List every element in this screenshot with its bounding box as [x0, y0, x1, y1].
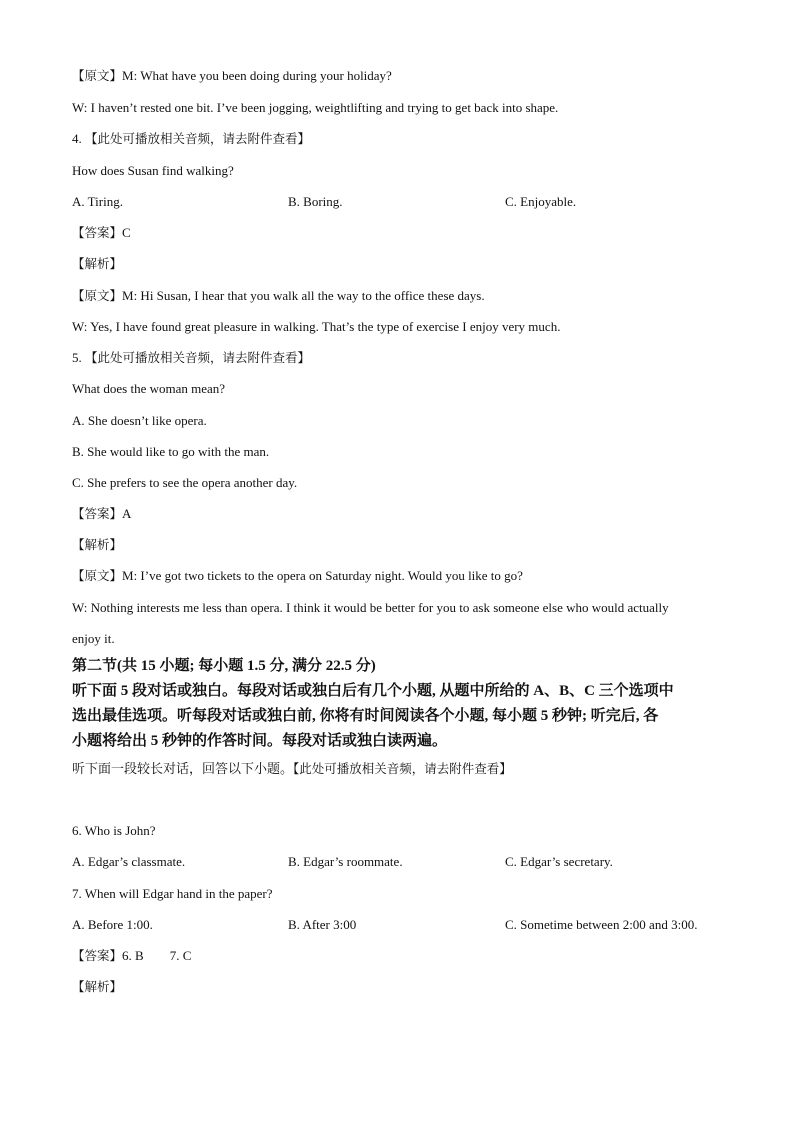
answer-6: 6. B: [122, 948, 144, 963]
yuanwen-tag: 【原文】: [72, 68, 123, 83]
q4-option-b: B. Boring.: [288, 194, 343, 209]
q7-option-a: A. Before 1:00.: [72, 917, 153, 932]
answer-7: 7. C: [169, 948, 192, 963]
transcript-text: M: I’ve got two tickets to the opera on Saturday night. Would you like to go?: [122, 568, 523, 583]
q6-option-c: C. Edgar’s secretary.: [505, 854, 613, 869]
daan-tag: 【答案】: [72, 225, 123, 240]
transcript-text: M: Hi Susan, I hear that you walk all the way to the office these days.: [122, 288, 485, 303]
q5-jiexi: [72, 537, 122, 553]
yuanwen-tag: 【原文】: [72, 568, 123, 583]
q6-q7-jiexi: [72, 979, 122, 995]
section-2-instructions-3: 小题将给出 5 秒钟的作答时间。每段对话或独白读两遍。: [72, 733, 448, 749]
audio-tag: 【此处可播放相关音频，请去附件查看】: [293, 761, 512, 776]
q5-transcript-w-2: enjoy it.: [72, 631, 115, 646]
question-7-text: 7. When will Edgar hand in the paper?: [72, 886, 273, 901]
q6-option-a: A. Edgar’s classmate.: [72, 854, 186, 869]
daan-tag: 【答案】: [72, 948, 123, 963]
intro-text: 听下面一段较长对话，回答以下小题。: [72, 761, 294, 776]
jiexi-tag: 【解析】: [72, 256, 123, 271]
q4-transcript-w: W: Yes, I have found great pleasure in walking. That’s the type of exercise I enjoy very much.: [72, 319, 561, 334]
q5-option-a: A. She doesn’t like opera.: [72, 413, 207, 428]
question-number: 5.: [72, 350, 85, 365]
q4-transcript-m: [72, 288, 485, 304]
yuanwen-tag: 【原文】: [72, 288, 123, 303]
q5-transcript-m: [72, 568, 523, 584]
q4-option-c: C. Enjoyable.: [505, 194, 577, 209]
section-2-heading: 第二节(共 15 小题; 每小题 1.5 分, 满分 22.5 分): [72, 658, 376, 674]
q5-option-b: B. She would like to go with the man.: [72, 444, 270, 459]
answer-value: C: [122, 225, 131, 240]
jiexi-tag: 【解析】: [72, 537, 123, 552]
q6-q7-answers: [72, 948, 191, 964]
question-4-text: How does Susan find walking?: [72, 163, 234, 178]
daan-tag: 【答案】: [72, 506, 123, 521]
question-number-5: [72, 350, 310, 366]
question-6-text: 6. Who is John?: [72, 823, 156, 838]
q6-option-b: B. Edgar’s roommate.: [288, 854, 403, 869]
q4-jiexi: [72, 256, 122, 272]
q4-answer: [72, 225, 131, 241]
transcript-w-line: W: I haven’t rested one bit. I’ve been jogging, weightlifting and trying to get back into shape.: [72, 100, 559, 115]
answer-value: A: [122, 506, 132, 521]
audio-tag: 【此处可播放相关音频，请去附件查看】: [85, 350, 311, 365]
section-2-instructions-1: 听下面 5 段对话或独白。每段对话或独白后有几个小题, 从题中所给的 A、B、C 三个选项中: [72, 683, 674, 699]
audio-tag: 【此处可播放相关音频，请去附件查看】: [85, 131, 311, 146]
q7-option-b: B. After 3:00: [288, 917, 357, 932]
section-2-instructions-2: 选出最佳选项。听每段对话或独白前, 你将有时间阅读各个小题, 每小题 5 秒钟; 听完后, 各: [72, 708, 659, 724]
q5-answer: [72, 506, 131, 522]
q5-option-c: C. She prefers to see the opera another day.: [72, 475, 298, 490]
q4-option-a: A. Tiring.: [72, 194, 123, 209]
q7-option-c: C. Sometime between 2:00 and 3:00.: [505, 917, 698, 932]
section-2-intro: [72, 761, 512, 777]
question-number-4: [72, 131, 310, 147]
transcript-m-line: [72, 68, 392, 84]
q5-transcript-w-1: W: Nothing interests me less than opera. I think it would be better for you to ask someone else who would actually: [72, 600, 669, 615]
jiexi-tag: 【解析】: [72, 979, 123, 994]
transcript-text: M: What have you been doing during your holiday?: [122, 68, 392, 83]
question-number: 4.: [72, 131, 85, 146]
question-5-text: What does the woman mean?: [72, 381, 226, 396]
